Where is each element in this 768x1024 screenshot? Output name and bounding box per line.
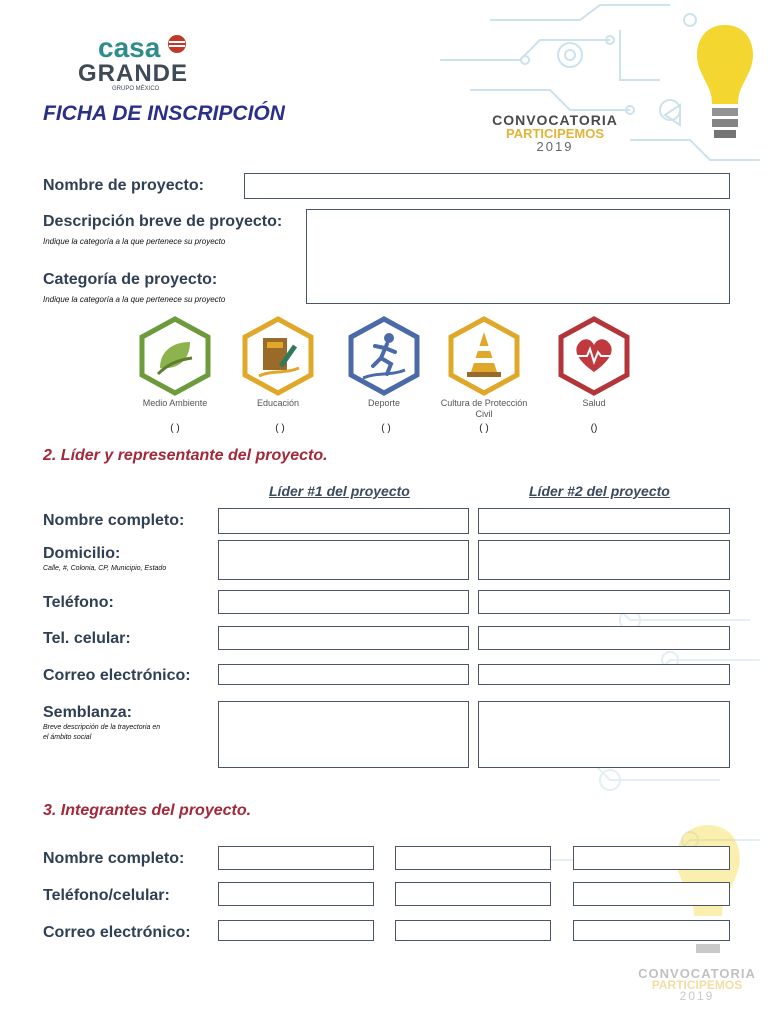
heart-pulse-icon bbox=[557, 316, 631, 396]
member-email-label: Correo electrónico: bbox=[43, 924, 191, 941]
leader1-bio-field[interactable] bbox=[218, 701, 469, 768]
leader-phone-label: Teléfono: bbox=[43, 594, 114, 611]
lightbulb-icon bbox=[690, 20, 760, 150]
category-checkbox[interactable]: ( ) bbox=[170, 423, 180, 434]
leader2-bio-field[interactable] bbox=[478, 701, 730, 768]
project-desc-field[interactable] bbox=[306, 209, 730, 304]
leader2-address-field[interactable] bbox=[478, 540, 730, 580]
leader-address-note: Calle, #, Colonia, CP, Municipio, Estado bbox=[43, 565, 167, 572]
member3-email-field[interactable] bbox=[573, 920, 730, 941]
leader2-name-field[interactable] bbox=[478, 508, 730, 534]
project-name-field[interactable] bbox=[244, 173, 730, 199]
leader-bio-note-1: Breve descripción de la trayectoria en bbox=[43, 724, 161, 731]
category-salud[interactable] bbox=[557, 316, 631, 396]
leader-address-label: Domicilio: bbox=[43, 545, 121, 562]
leader1-email-field[interactable] bbox=[218, 664, 469, 685]
category-educacion[interactable] bbox=[241, 316, 315, 396]
runner-icon bbox=[347, 316, 421, 396]
section3-title: 3. Integrantes del proyecto. bbox=[43, 802, 252, 819]
badge-bottom-line3: 2019 bbox=[679, 989, 715, 1003]
leader1-address-field[interactable] bbox=[218, 540, 469, 580]
member3-name-field[interactable] bbox=[573, 846, 730, 870]
logo-casa-text: casa bbox=[98, 32, 161, 63]
category-label: Medio Ambiente bbox=[142, 398, 208, 408]
leader2-phone-field[interactable] bbox=[478, 590, 730, 614]
project-category-note: Indique la categoría a la que pertenece su proyecto bbox=[43, 295, 226, 304]
badge-line3: 2019 bbox=[536, 139, 574, 154]
member-name-label: Nombre completo: bbox=[43, 850, 185, 867]
leader1-phone-field[interactable] bbox=[218, 590, 469, 614]
member2-name-field[interactable] bbox=[395, 846, 551, 870]
leader-bio-label: Semblanza: bbox=[43, 704, 132, 721]
badge-bottom-line2: PARTICIPEMOS bbox=[651, 978, 743, 992]
logo-emblem-icon bbox=[166, 34, 188, 54]
category-label: Salud bbox=[582, 398, 606, 408]
member-phone-label: Teléfono/celular: bbox=[43, 887, 170, 904]
convocatoria-badge bbox=[490, 112, 620, 154]
category-checkbox[interactable]: ( ) bbox=[381, 423, 391, 434]
logo-grande-text: GRANDE bbox=[78, 60, 189, 87]
member3-phone-field[interactable] bbox=[573, 882, 730, 906]
member2-phone-field[interactable] bbox=[395, 882, 551, 906]
leader-cell-label: Tel. celular: bbox=[43, 630, 131, 647]
section2-title: 2. Líder y representante del proyecto. bbox=[43, 447, 328, 464]
category-deporte[interactable] bbox=[347, 316, 421, 396]
convocatoria-badge-watermark bbox=[632, 966, 762, 1003]
project-name-label: Nombre de proyecto: bbox=[43, 177, 204, 194]
category-proteccion-civil[interactable] bbox=[447, 316, 521, 396]
leader1-name-field[interactable] bbox=[218, 508, 469, 534]
badge-bottom-line1: CONVOCATORIA bbox=[638, 966, 756, 981]
member1-phone-field[interactable] bbox=[218, 882, 374, 906]
leader-email-label: Correo electrónico: bbox=[43, 667, 191, 684]
category-checkbox[interactable]: ( ) bbox=[479, 423, 489, 434]
category-label: Cultura de Protección Civil bbox=[440, 398, 528, 419]
member1-name-field[interactable] bbox=[218, 846, 374, 870]
leader1-header: Líder #1 del proyecto bbox=[269, 483, 410, 499]
leaf-icon bbox=[138, 316, 212, 396]
leader2-header: Líder #2 del proyecto bbox=[529, 483, 670, 499]
project-desc-label: Descripción breve de proyecto: bbox=[43, 213, 283, 230]
category-medio-ambiente[interactable] bbox=[138, 316, 212, 396]
book-pencil-icon bbox=[241, 316, 315, 396]
casa-grande-logo bbox=[78, 32, 208, 94]
leader-bio-note-2: el ámbito social bbox=[43, 734, 92, 741]
category-checkbox[interactable]: () bbox=[590, 423, 598, 434]
project-desc-note: Indique la categoría a la que pertenece su proyecto bbox=[43, 237, 226, 246]
member2-email-field[interactable] bbox=[395, 920, 551, 941]
logo-grupo-text: GRUPO MÉXICO bbox=[112, 86, 160, 92]
project-category-label: Categoría de proyecto: bbox=[43, 271, 218, 288]
badge-line1: CONVOCATORIA bbox=[492, 112, 618, 128]
leader1-cell-field[interactable] bbox=[218, 626, 469, 650]
leader2-email-field[interactable] bbox=[478, 664, 730, 685]
leader2-cell-field[interactable] bbox=[478, 626, 730, 650]
traffic-cone-icon bbox=[447, 316, 521, 396]
member1-email-field[interactable] bbox=[218, 920, 374, 941]
page-title: FICHA DE INSCRIPCIÓN bbox=[43, 102, 285, 125]
category-label: Deporte bbox=[367, 398, 401, 408]
category-label: Educación bbox=[256, 398, 300, 408]
category-checkbox[interactable]: ( ) bbox=[275, 423, 285, 434]
badge-line2: PARTICIPEMOS bbox=[506, 126, 604, 141]
leader-name-label: Nombre completo: bbox=[43, 512, 185, 529]
